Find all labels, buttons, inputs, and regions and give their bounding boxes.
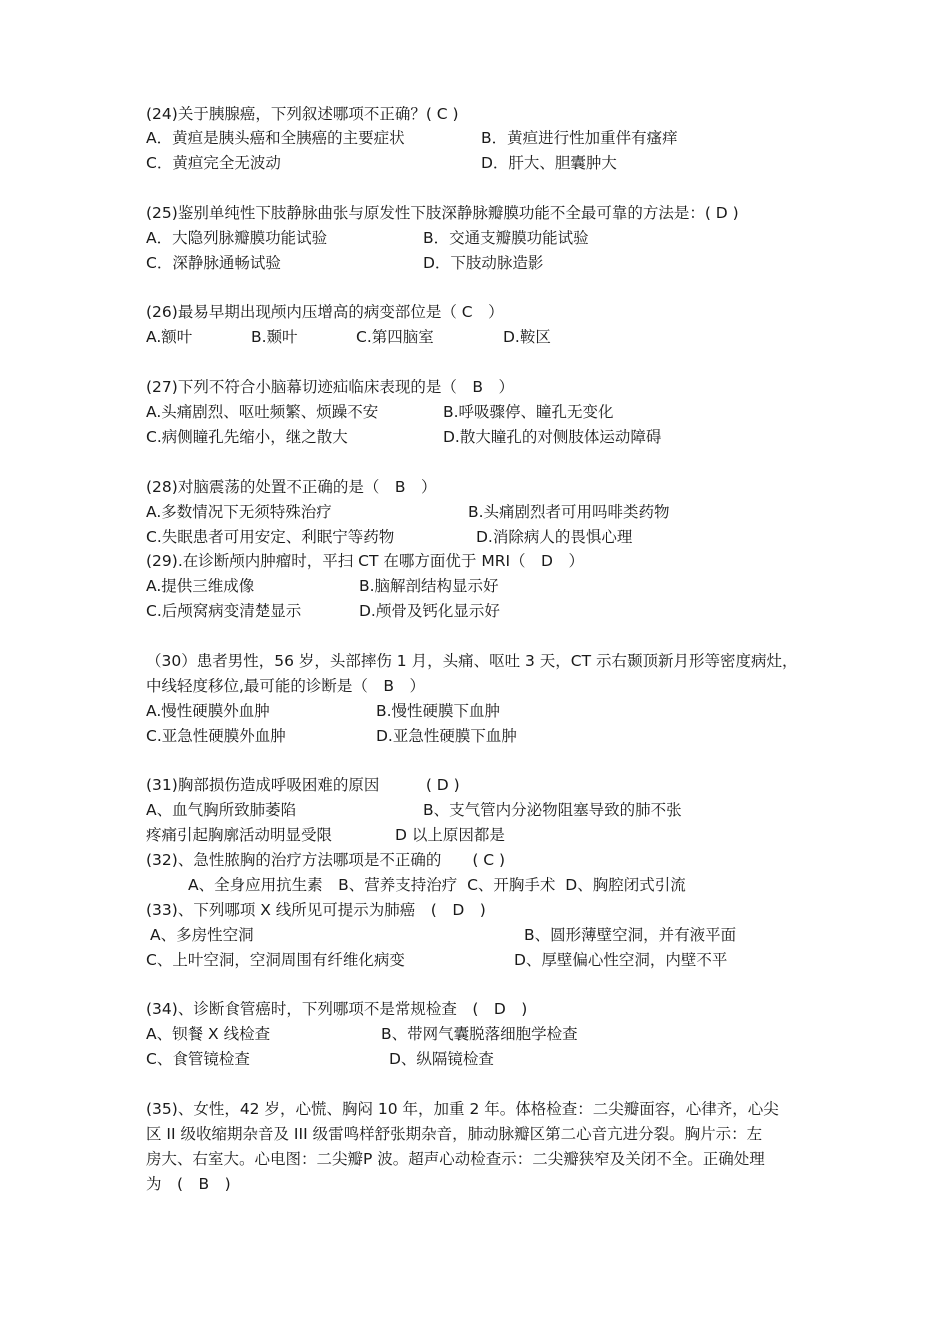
q32-options: A、全身应用抗生素 B、营养支持治疗 C、开胸手术 D、胸腔闭式引流 [188, 876, 686, 894]
q33-option-a: A、多房性空洞 [150, 926, 254, 944]
q30-option-c: C.亚急性硬膜外血肿 [146, 727, 286, 745]
q34-option-d: D、纵隔镜检查 [389, 1050, 494, 1068]
q31-option-c: 疼痛引起胸廓活动明显受限 [146, 826, 333, 844]
q33-option-c: C、上叶空洞，空洞周围有纤维化病变 [146, 951, 405, 969]
q30-stem-line1: （30）患者男性，56 岁，头部摔伤 1 月，头痛、呕吐 3 天，CT 示右颞顶新月形等密度病灶， [146, 652, 798, 670]
q34-option-a: A、钡餐 X 线检查 [146, 1025, 271, 1043]
q25-stem: (25)鉴别单纯性下肢静脉曲张与原发性下肢深静脉瓣膜功能不全最可靠的方法是：( D ) [146, 204, 739, 222]
q30-stem-line2: 中线轻度移位,最可能的诊断是（ B ） [146, 677, 426, 695]
q29-option-b: B.脑解剖结构显示好 [359, 577, 499, 595]
q27-option-b: B.呼吸骤停、瞳孔无变化 [443, 403, 614, 421]
q27-option-c: C.病侧瞳孔先缩小，继之散大 [146, 428, 348, 446]
q33-stem: (33)、下列哪项 X 线所见可提示为肺癌 ( D ) [146, 901, 486, 919]
q24-option-a: A．黄疸是胰头癌和全胰癌的主要症状 [146, 129, 405, 147]
q32-stem: (32)、急性脓胸的治疗方法哪项是不正确的 ( C ) [146, 851, 506, 869]
q28-option-d: D.消除病人的畏惧心理 [476, 528, 633, 546]
q30-option-d: D.亚急性硬膜下血肿 [376, 727, 517, 745]
q25-option-c: C．深静脉通畅试验 [146, 254, 281, 272]
q28-stem: (28)对脑震荡的处置不正确的是（ B ） [146, 478, 437, 496]
q35-stem-line3: 房大、右室大。心电图：二尖瓣P 波。超声心动检查示：二尖瓣狭窄及关闭不全。正确处理 [146, 1150, 765, 1168]
q31-stem: (31)胸部损伤造成呼吸困难的原因 ( D ) [146, 776, 460, 794]
q29-option-c: C.后颅窝病变清楚显示 [146, 602, 302, 620]
q31-option-b: B、支气管内分泌物阻塞导致的肺不张 [423, 801, 682, 819]
q25-option-d: D．下肢动脉造影 [423, 254, 544, 272]
q29-option-d: D.颅骨及钙化显示好 [359, 602, 500, 620]
q31-option-d: D 以上原因都是 [395, 826, 505, 844]
q34-option-c: C、食管镜检查 [146, 1050, 250, 1068]
q35-stem-line1: (35)、女性，42 岁，心慌、胸闷 10 年，加重 2 年。体格检查：二尖瓣面容，心律齐，心尖 [146, 1100, 779, 1118]
q27-stem: (27)下列不符合小脑幕切迹疝临床表现的是（ B ） [146, 378, 514, 396]
q26-option-d: D.鞍区 [503, 328, 551, 346]
q34-stem: (34)、诊断食管癌时，下列哪项不是常规检查 ( D ) [146, 1000, 528, 1018]
q24-option-b: B．黄疸进行性加重伴有瘙痒 [481, 129, 678, 147]
q27-option-d: D.散大瞳孔的对侧肢体运动障碍 [443, 428, 662, 446]
q28-option-a: A.多数情况下无须特殊治疗 [146, 503, 332, 521]
q28-option-b: B.头痛剧烈者可用吗啡类药物 [468, 503, 670, 521]
q33-option-b: B、圆形薄壁空洞，并有液平面 [524, 926, 737, 944]
q29-option-a: A.提供三维成像 [146, 577, 255, 595]
q28-option-c: C.失眠患者可用安定、利眠宁等药物 [146, 528, 395, 546]
q31-option-a: A、血气胸所致肺萎陷 [146, 801, 297, 819]
q30-option-b: B.慢性硬膜下血肿 [376, 702, 501, 720]
q35-stem-line2: 区 II 级收缩期杂音及 III 级雷鸣样舒张期杂音，肺动脉瓣区第二心音亢进分裂。胸片示：左 [146, 1125, 763, 1143]
q26-stem: (26)最易早期出现颅内压增高的病变部位是（ C ） [146, 303, 504, 321]
q30-option-a: A.慢性硬膜外血肿 [146, 702, 270, 720]
q24-stem: (24)关于胰腺癌，下列叙述哪项不正确？( C ) [146, 105, 459, 123]
q29-stem: (29).在诊断颅内肿瘤时，平扫 CT 在哪方面优于 MRI（ D ） [146, 552, 584, 570]
q33-option-d: D、厚壁偏心性空洞，内壁不平 [514, 951, 728, 969]
q24-option-c: C．黄疸完全无波动 [146, 154, 281, 172]
q25-option-b: B．交通支瓣膜功能试验 [423, 229, 589, 247]
q26-option-b: B.颞叶 [251, 328, 298, 346]
q27-option-a: A.头痛剧烈、呕吐频繁、烦躁不安 [146, 403, 379, 421]
q25-option-a: A．大隐列脉瓣膜功能试验 [146, 229, 328, 247]
q24-option-d: D．肝大、胆囊肿大 [481, 154, 617, 172]
q35-stem-line4: 为 ( B ) [146, 1175, 231, 1193]
q26-option-c: C.第四脑室 [356, 328, 434, 346]
q34-option-b: B、带网气囊脱落细胞学检查 [381, 1025, 578, 1043]
q26-option-a: A.额叶 [146, 328, 193, 346]
